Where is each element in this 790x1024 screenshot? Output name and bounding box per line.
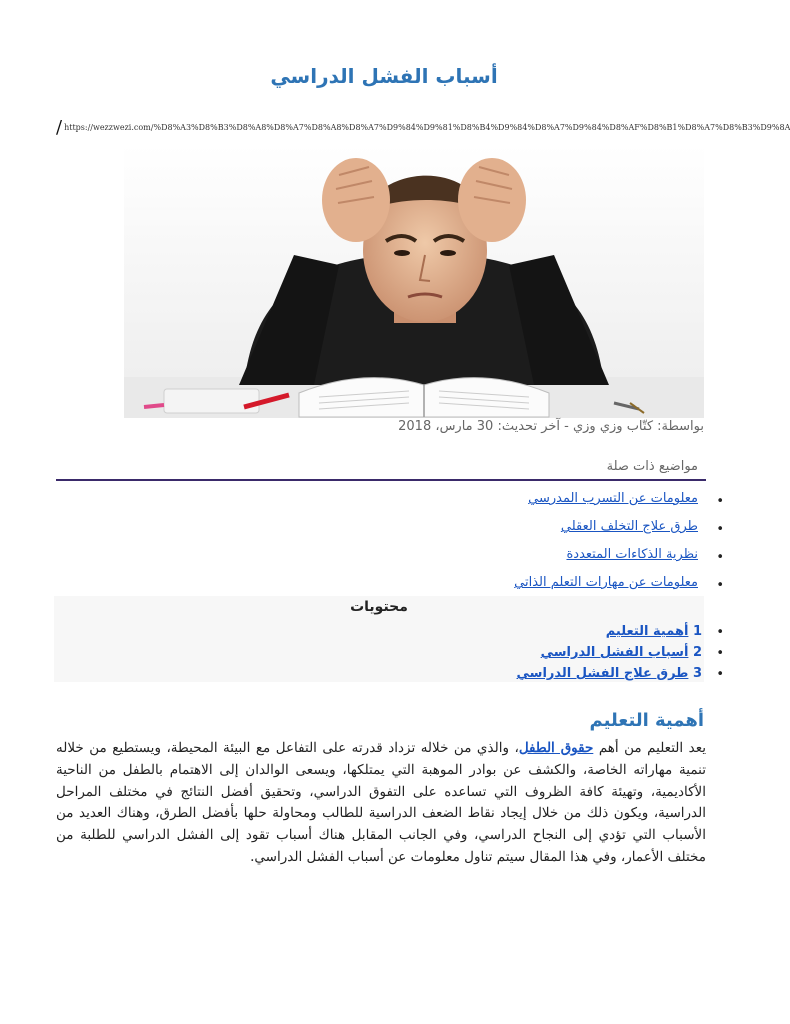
article-title: أسباب الفشل الدراسي (270, 64, 498, 88)
toc-number: 3 (692, 666, 702, 681)
source-url[interactable]: https://wezzwezi.com/%D8%A3%D8%B3%D8%A8%D8%A7%D8%A8%D8%A7%D9%84%D9%81%D8%B4%D9%84%D8%A7%D9%84%D8%AF%D8%B1%D8%A7%D8%B3%D9%8A (64, 123, 790, 132)
toc-title: محتويات (350, 599, 408, 615)
article-byline: بواسطة: كتّاب وزي وزي - آخر تحديث: 30 مارس، 2018 (398, 419, 704, 434)
paragraph-text-rest: ، والذي من خلاله تزداد قدرته على التفاعل مع البيئة المحيطة، ويستطيع من خلاله تنمية مهاراته الخاصة، والكشف عن بوادر الموهبة التي يمتلكها، ويسعى الوالدان إلى الاهتمام بالطفل من الناحية الأكاديمية، وتهيئة كافة الظروف التي تساعده على التفوق الدراسي، وتحقيق أفضل النتائج في مختلف المراحل الدراسية، ويكون ذلك من خلال إيجاد نقاط الضعف الدراسية للطالب ومحاولة حلها بأفضل الطرق، وهناك العديد من الأسباب التي تؤدي إلى النجاح الدراسي، وفي الجانب المقابل هناك أسباب تقود إلى الفشل الدراسي للطلبة من مختلف الأعمار، وفي هذا المقال سيتم تناول معلومات عن أسباب الفشل الدراسي. (56, 740, 706, 865)
toc-item (517, 664, 724, 685)
related-link[interactable]: معلومات عن مهارات التعلم الذاتي (514, 575, 698, 590)
toc-list (517, 622, 724, 685)
url-slash: / (56, 117, 63, 138)
related-link[interactable]: معلومات عن التسرب المدرسي (528, 491, 698, 506)
child-rights-link[interactable]: حقوق الطفل (518, 740, 594, 756)
toc-link[interactable]: طرق علاج الفشل الدراسي (516, 666, 689, 681)
paragraph-text-start: يعد التعليم من أهم (593, 740, 706, 756)
stressed-student-photo (124, 145, 704, 418)
toc-number: 2 (692, 645, 702, 660)
related-topics-title: مواضيع ذات صلة (606, 459, 698, 474)
related-link[interactable]: نظرية الذكاءات المتعددة (566, 547, 698, 562)
list-item (64, 544, 724, 572)
toc-link[interactable]: أسباب الفشل الدراسي (540, 645, 689, 660)
toc-item (517, 622, 724, 643)
related-link[interactable]: طرق علاج التخلف العقلي (560, 519, 698, 534)
section-heading: أهمية التعليم (589, 710, 704, 731)
toc-number: 1 (692, 624, 702, 639)
article-photo (124, 145, 704, 418)
section-paragraph (56, 738, 706, 869)
source-url-line (56, 117, 790, 138)
related-divider (56, 479, 706, 481)
toc-link[interactable]: أهمية التعليم (605, 624, 689, 639)
list-item (64, 516, 724, 544)
list-item (64, 488, 724, 516)
toc-item (517, 643, 724, 664)
related-topics-list (64, 488, 724, 600)
